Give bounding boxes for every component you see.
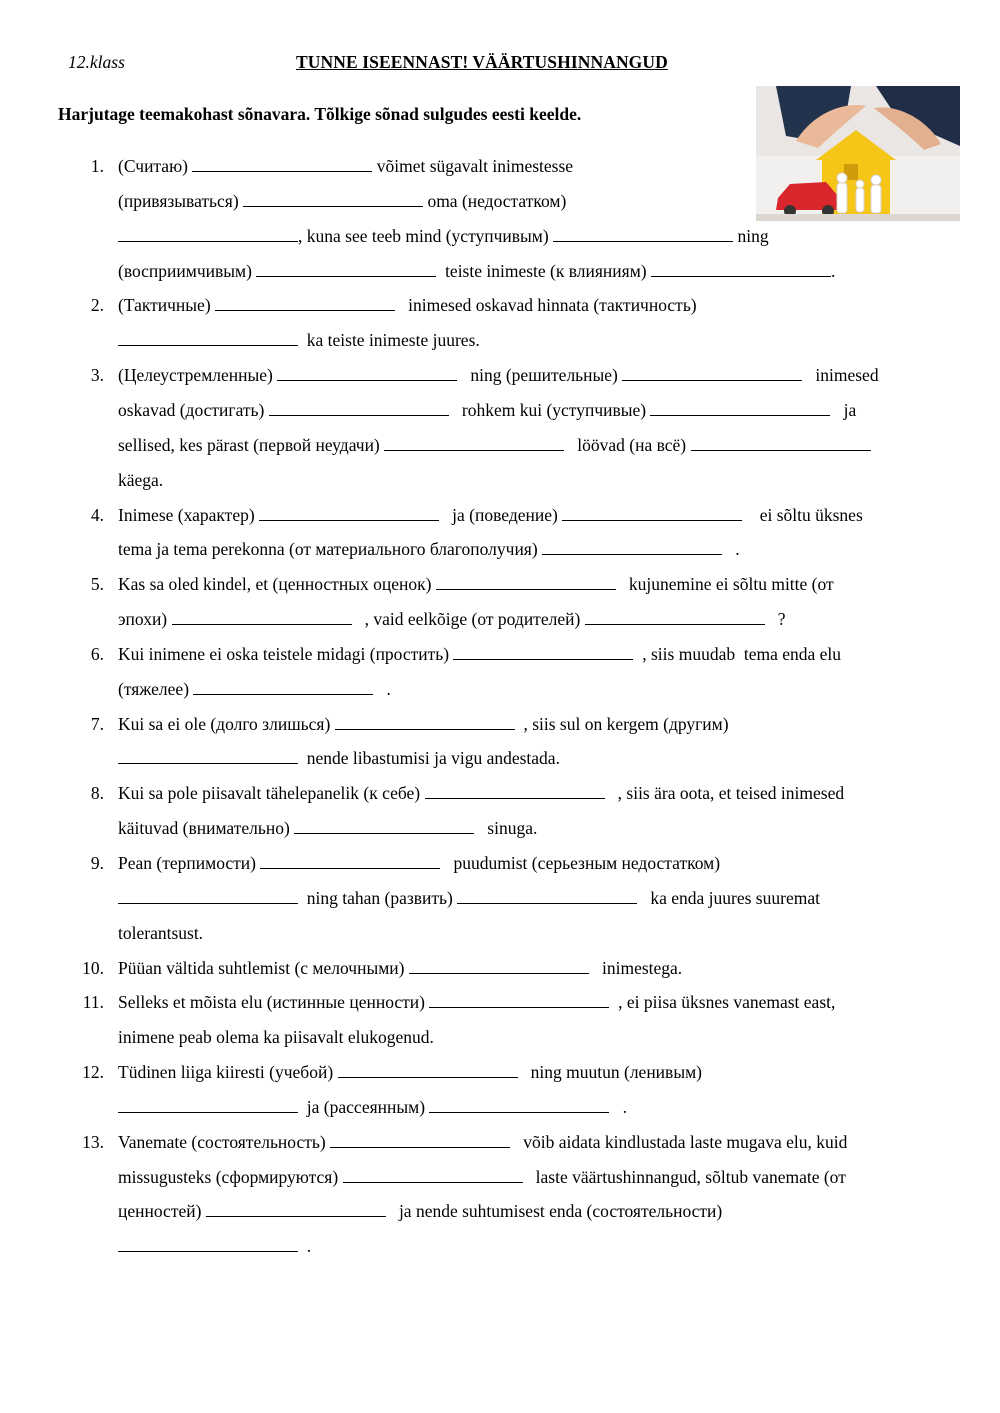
exercise-text: ning tahan (развить) (298, 887, 458, 908)
exercise-line (118, 955, 682, 981)
answer-blank[interactable] (256, 260, 436, 277)
exercise-text: ning muutun (ленивым) (517, 1062, 702, 1083)
exercise-line (118, 676, 391, 702)
exercise-text: Kui sa pole piisavalt tähelepanelik (к себе) (118, 783, 425, 804)
exercise-text: Vanemate (состоятельность) (118, 1131, 331, 1152)
exercise-text: (восприимчивым) (118, 260, 257, 281)
exercise-number: 1. (90, 156, 104, 176)
exercise-line (118, 223, 769, 249)
exercise-text: kujunemine ei sõltu mitte (от (615, 574, 834, 595)
exercise-text: ja (рассеянным) (298, 1096, 430, 1117)
answer-blank[interactable] (118, 329, 298, 346)
exercise-text: . (298, 1236, 312, 1257)
exercise-text: . (830, 260, 836, 281)
answer-blank[interactable] (409, 957, 589, 974)
exercise-line (118, 536, 740, 562)
answer-blank[interactable] (269, 399, 449, 416)
answer-blank[interactable] (343, 1166, 523, 1183)
answer-blank[interactable] (118, 1235, 298, 1252)
exercise-text: inimestega. (588, 957, 683, 978)
exercise-line (118, 745, 560, 771)
exercise-text: ka teiste inimeste juures. (298, 330, 480, 351)
exercise-text: laste väärtushinnangud, sõltub vanemate (от (522, 1166, 846, 1187)
exercise-text: . (722, 539, 740, 560)
exercise-line (118, 1233, 311, 1259)
answer-blank[interactable] (622, 364, 802, 381)
answer-blank[interactable] (650, 399, 830, 416)
exercise-text: Püüan vältida suhtlemist (с мелочными) (118, 957, 409, 978)
exercise-text: . (373, 678, 391, 699)
exercise-line (118, 1024, 434, 1050)
answer-blank[interactable] (243, 190, 423, 207)
exercise-line (118, 1198, 722, 1224)
exercise-number: 10. (82, 957, 104, 978)
exercise-text: teiste inimeste (к влияниям) (436, 260, 651, 281)
answer-blank[interactable] (338, 1061, 518, 1078)
exercise-text: oskavad (достигать) (118, 399, 269, 420)
exercise-text: ja (830, 399, 857, 420)
answer-blank[interactable] (562, 504, 742, 521)
exercise-text: Kas sa oled kindel, et (ценностных оценок) (118, 574, 436, 595)
answer-blank[interactable] (193, 678, 373, 695)
exercise-text: käituvad (внимательно) (118, 818, 295, 839)
exercise-text: sinuga. (474, 818, 538, 839)
answer-blank[interactable] (425, 782, 605, 799)
exercise-line (118, 1129, 847, 1155)
exercise-text: oma (недостатком) (423, 190, 567, 211)
page-title: TUNNE ISEENNAST! VÄÄRTUSHINNANGUD (296, 52, 668, 72)
exercise-number: 9. (90, 853, 104, 873)
exercise-text: puudumist (серьезным недостатком) (440, 853, 721, 873)
exercise-line (118, 1164, 846, 1190)
exercise-text: võimet sügavalt inimestesse (372, 156, 574, 176)
exercise-text: inimene peab olema ka piisavalt elukogenud. (118, 1027, 434, 1048)
exercise-text: ? (764, 609, 786, 630)
answer-blank[interactable] (429, 991, 609, 1008)
exercise-text: (Считаю) (118, 156, 193, 176)
answer-blank[interactable] (259, 504, 439, 521)
exercise-number: 7. (90, 713, 104, 734)
exercise-line (118, 467, 163, 493)
exercise-line (118, 362, 879, 388)
exercise-line (118, 989, 835, 1015)
exercise-line (118, 641, 841, 667)
exercise-line (118, 258, 835, 284)
exercise-text: tolerantsust. (118, 922, 204, 943)
answer-blank[interactable] (260, 852, 440, 869)
answer-blank[interactable] (330, 1131, 510, 1148)
exercise-text: rohkem kui (уступчивые) (448, 399, 651, 420)
exercise-text: ka enda juures suuremat (637, 887, 820, 908)
exercise-text: Selleks et mõista elu (истинные ценности) (118, 992, 430, 1013)
grade-label: 12.klass (68, 52, 125, 72)
instruction-text: Harjutage teemakohast sõnavara. Tõlkige sõnad sulgudes eesti keelde. (58, 104, 582, 124)
exercise-number: 5. (90, 574, 104, 595)
exercise-line (118, 502, 863, 528)
exercise-line (118, 711, 729, 737)
exercise-text: , kuna see teeb mind (уступчивым) (298, 225, 554, 246)
answer-blank[interactable] (553, 225, 733, 242)
exercise-text: ценностей) (118, 1201, 206, 1222)
exercise-line (118, 850, 720, 876)
exercise-line (118, 1094, 627, 1120)
answer-blank[interactable] (118, 225, 298, 242)
exercise-text: Inimese (характер) (118, 504, 260, 525)
answer-blank[interactable] (215, 294, 395, 311)
exercise-text: , vaid eelkõige (от родителей) (351, 609, 585, 630)
exercise-text: võib aidata kindlustada laste mugava elu, kuid (510, 1131, 848, 1152)
exercise-number: 4. (90, 504, 104, 525)
exercise-text: ning (733, 225, 769, 246)
answer-blank[interactable] (691, 434, 871, 451)
answer-blank[interactable] (192, 155, 372, 172)
exercise-line (118, 571, 834, 597)
exercise-line (118, 432, 871, 458)
exercise-text: , siis sul on kergem (другим) (514, 713, 729, 734)
exercise-number: 8. (90, 783, 104, 804)
exercise-text: inimesed (802, 365, 879, 386)
exercise-line (118, 885, 820, 911)
exercise-text: tema ja tema perekonna (от материального благополучия) (118, 539, 543, 560)
exercise-line (118, 1059, 702, 1085)
exercise-number: 13. (82, 1131, 104, 1152)
exercise-number: 6. (90, 643, 104, 664)
exercise-text: (привязываться) (118, 190, 244, 211)
exercise-text: missugusteks (сформируются) (118, 1166, 343, 1187)
exercise-text: inimesed oskavad hinnata (тактичность) (395, 295, 697, 316)
answer-blank[interactable] (651, 260, 831, 277)
exercise-text: (тяжелее) (118, 678, 194, 699)
answer-blank[interactable] (542, 538, 722, 555)
exercise-text: (Целеустремленные) (118, 365, 278, 386)
exercise-text: , siis ära oota, et teised inimesed (604, 783, 845, 804)
exercise-number: 2. (90, 295, 104, 316)
exercise-text: . (609, 1096, 627, 1117)
exercise-text: nende libastumisi ja vigu andestada. (298, 748, 560, 769)
exercise-text: Tüdinen liiga kiiresti (учебой) (118, 1062, 338, 1083)
exercise-line (118, 606, 786, 632)
answer-blank[interactable] (335, 713, 515, 730)
exercise-text: ja nende suhtumisest enda (состоятельности) (385, 1201, 723, 1222)
exercise-text: , ei piisa üksnes vanemast east, (609, 992, 836, 1013)
answer-blank[interactable] (384, 434, 564, 451)
exercise-line (118, 327, 480, 353)
exercise-text: , siis muudab tema enda elu (633, 643, 842, 664)
house-family-hands-icon (756, 86, 960, 221)
exercise-text: ning (решительные) (457, 365, 623, 386)
exercise-text: Kui inimene ei oska teistele midagi (простить) (118, 643, 454, 664)
exercise-line (118, 153, 573, 179)
exercise-text: (Тактичные) (118, 295, 216, 316)
exercise-number: 11. (82, 992, 104, 1013)
answer-blank[interactable] (118, 1096, 298, 1113)
answer-blank[interactable] (206, 1200, 386, 1217)
exercise-line (118, 292, 697, 318)
exercise-text: Kui sa ei ole (долго злишься) (118, 713, 335, 734)
exercise-text: ja (поведение) (439, 504, 563, 525)
exercise-text: löövad (на всё) (564, 434, 691, 455)
exercise-text: Pean (терпимости) (118, 853, 261, 873)
exercise-text: эпохи) (118, 609, 172, 630)
exercise-line (118, 920, 203, 946)
exercise-line (118, 780, 844, 806)
exercise-line (118, 815, 537, 841)
answer-blank[interactable] (277, 364, 457, 381)
exercise-text: ei sõltu üksnes (742, 504, 863, 525)
exercise-number: 3. (90, 365, 104, 386)
exercise-text: sellised, kes pärast (первой неудачи) (118, 434, 385, 455)
answer-blank[interactable] (429, 1096, 609, 1113)
answer-blank[interactable] (585, 608, 765, 625)
answer-blank[interactable] (118, 747, 298, 764)
answer-blank[interactable] (453, 643, 633, 660)
exercise-number: 12. (82, 1062, 104, 1083)
exercise-line (118, 397, 856, 423)
exercise-line (118, 188, 566, 214)
answer-blank[interactable] (294, 817, 474, 834)
answer-blank[interactable] (118, 887, 298, 904)
exercise-text: käega. (118, 469, 164, 490)
answer-blank[interactable] (436, 573, 616, 590)
answer-blank[interactable] (172, 608, 352, 625)
answer-blank[interactable] (457, 887, 637, 904)
